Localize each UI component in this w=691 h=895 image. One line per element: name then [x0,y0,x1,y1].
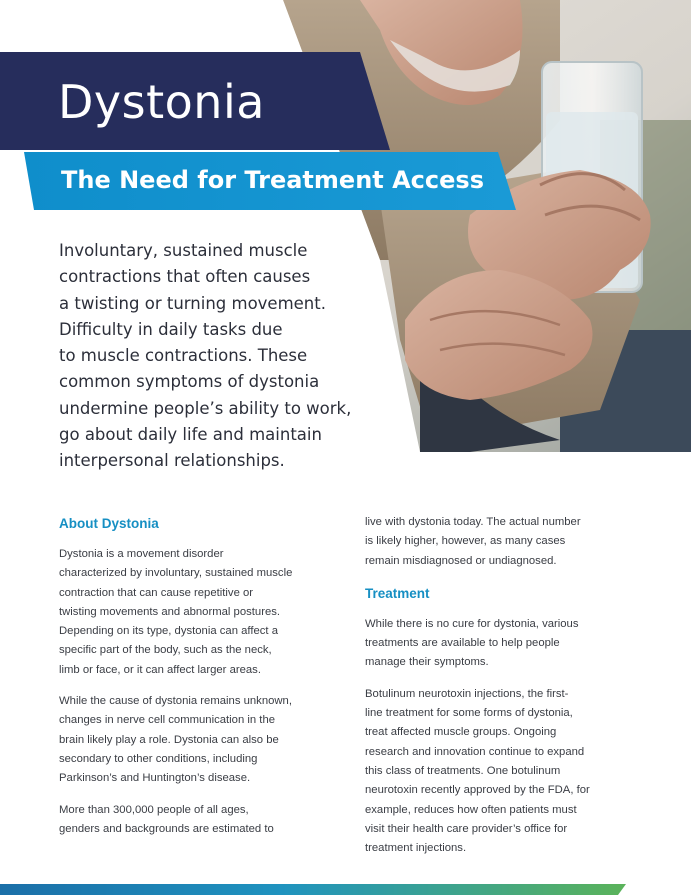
text-line: live with dystonia today. The actual number [365,516,581,528]
page-subtitle: The Need for Treatment Access [61,166,484,194]
intro-line: to muscle contractions. These [59,346,308,366]
text-line: remain misdiagnosed or undiagnosed. [365,554,557,567]
about-heading: About Dystonia [59,516,159,531]
intro-line: go about daily life and maintain [59,425,322,445]
text-line: treat affected muscle groups. Ongoing [365,726,557,739]
right-column [365,513,627,870]
text-line: secondary to other conditions, including [59,752,258,765]
text-line: genders and backgrounds are estimated to [59,822,274,835]
text-line: characterized by involuntary, sustained muscle [59,567,293,580]
about-paragraph-2 [59,692,321,788]
treatment-paragraph-2 [365,685,627,859]
intro-line: undermine people’s ability to work, [59,398,352,418]
text-line: While there is no cure for dystonia, various [365,617,579,630]
text-line: changes in nerve cell communication in the [59,714,276,727]
text-line: specific part of the body, such as the neck, [59,644,272,657]
text-line: treatment injections. [365,842,467,855]
text-line: treatments are available to help people [365,637,560,650]
text-line: example, reduces how often patients must [365,803,577,816]
intro-line: Difficulty in daily tasks due [59,319,283,339]
intro-line: contractions that often causes [59,267,311,287]
intro-line: Involuntary, sustained muscle [59,241,308,260]
treatment-paragraph-1 [365,615,627,673]
text-line: While the cause of dystonia remains unknown, [59,695,292,708]
text-line: Dystonia is a movement disorder [59,548,224,560]
intro-paragraph [59,238,379,475]
intro-line: a twisting or turning movement. [59,293,326,313]
page-title: Dystonia [58,75,265,129]
text-line: contraction that can cause repetitive or [59,586,254,599]
text-line: twisting movements and abnormal postures. [59,605,281,618]
text-line: limb or face, or it can affect larger areas. [59,663,261,676]
text-line: neurotoxin recently approved by the FDA, for [365,784,590,797]
left-column [59,513,321,851]
text-line: Parkinson’s and Huntington’s disease. [59,772,251,785]
text-line: line treatment for some forms of dystonia, [365,707,573,720]
text-line: manage their symptoms. [365,656,489,669]
text-line: More than 300,000 people of all ages, [59,803,249,816]
text-line: Depending on its type, dystonia can affect a [59,625,278,638]
text-line: this class of treatments. One botulinum [365,764,561,777]
intro-line: common symptoms of dystonia [59,372,320,392]
about-paragraph-3-continued [365,513,627,571]
text-line: is likely higher, however, as many cases [365,535,566,548]
text-line: brain likely play a role. Dystonia can also be [59,733,279,746]
about-paragraph-1 [59,545,321,680]
treatment-heading: Treatment [365,585,430,601]
footer-gradient-bar [0,884,626,895]
text-line: visit their health care provider’s office for [365,822,568,835]
text-line: research and innovation continue to expand [365,745,585,758]
about-paragraph-3 [59,801,321,840]
intro-line: interpersonal relationships. [59,451,285,471]
text-line: Botulinum neurotoxin injections, the first- [365,687,569,700]
